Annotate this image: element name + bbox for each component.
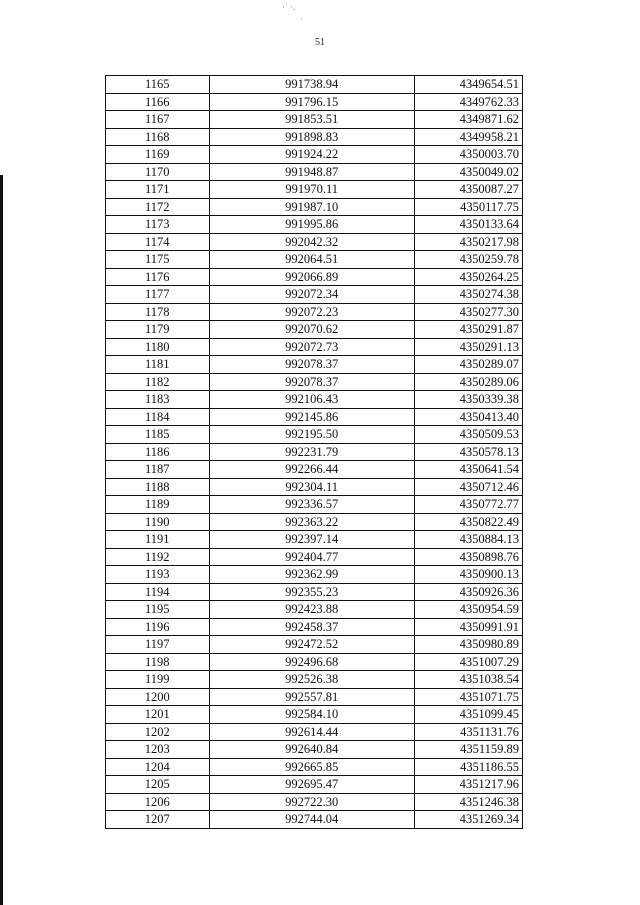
x-coordinate-cell: 992423.88	[209, 601, 414, 619]
table-row	[106, 268, 523, 286]
y-coordinate-cell: 4350217.98	[414, 233, 522, 251]
x-coordinate-cell: 992072.23	[209, 303, 414, 321]
point-id-cell: 1165	[106, 76, 210, 94]
table-row	[106, 286, 523, 304]
point-id-cell: 1168	[106, 128, 210, 146]
point-id-cell: 1171	[106, 181, 210, 199]
y-coordinate-cell: 4350339.38	[414, 391, 522, 409]
table-row	[106, 548, 523, 566]
x-coordinate-cell: 992722.30	[209, 793, 414, 811]
y-coordinate-cell: 4350980.89	[414, 636, 522, 654]
y-coordinate-cell: 4351099.45	[414, 706, 522, 724]
x-coordinate-cell: 992744.04	[209, 811, 414, 829]
x-coordinate-cell: 992042.32	[209, 233, 414, 251]
y-coordinate-cell: 4350509.53	[414, 426, 522, 444]
table-row	[106, 198, 523, 216]
x-coordinate-cell: 991948.87	[209, 163, 414, 181]
x-coordinate-cell: 992458.37	[209, 618, 414, 636]
y-coordinate-cell: 4351071.75	[414, 688, 522, 706]
table-row	[106, 811, 523, 829]
table-row	[106, 426, 523, 444]
point-id-cell: 1172	[106, 198, 210, 216]
table-row	[106, 706, 523, 724]
x-coordinate-cell: 992362.99	[209, 566, 414, 584]
x-coordinate-cell: 991987.10	[209, 198, 414, 216]
table-row	[106, 76, 523, 94]
x-coordinate-cell: 992078.37	[209, 356, 414, 374]
x-coordinate-cell: 992195.50	[209, 426, 414, 444]
y-coordinate-cell: 4350003.70	[414, 146, 522, 164]
x-coordinate-cell: 992472.52	[209, 636, 414, 654]
point-id-cell: 1186	[106, 443, 210, 461]
x-coordinate-cell: 992397.14	[209, 531, 414, 549]
point-id-cell: 1170	[106, 163, 210, 181]
y-coordinate-cell: 4350049.02	[414, 163, 522, 181]
point-id-cell: 1182	[106, 373, 210, 391]
table-row	[106, 251, 523, 269]
table-row	[106, 636, 523, 654]
table-row	[106, 146, 523, 164]
y-coordinate-cell: 4350578.13	[414, 443, 522, 461]
table-row	[106, 653, 523, 671]
y-coordinate-cell: 4351038.54	[414, 671, 522, 689]
y-coordinate-cell: 4349762.33	[414, 93, 522, 111]
y-coordinate-cell: 4350926.36	[414, 583, 522, 601]
point-id-cell: 1176	[106, 268, 210, 286]
y-coordinate-cell: 4350133.64	[414, 216, 522, 234]
x-coordinate-cell: 991924.22	[209, 146, 414, 164]
y-coordinate-cell: 4350274.38	[414, 286, 522, 304]
x-coordinate-cell: 992072.34	[209, 286, 414, 304]
x-coordinate-cell: 992695.47	[209, 776, 414, 794]
x-coordinate-cell: 991853.51	[209, 111, 414, 129]
table-row	[106, 408, 523, 426]
x-coordinate-cell: 992363.22	[209, 513, 414, 531]
y-coordinate-cell: 4350991.91	[414, 618, 522, 636]
table-row	[106, 443, 523, 461]
x-coordinate-cell: 992066.89	[209, 268, 414, 286]
point-id-cell: 1201	[106, 706, 210, 724]
point-id-cell: 1175	[106, 251, 210, 269]
point-id-cell: 1199	[106, 671, 210, 689]
table-row	[106, 513, 523, 531]
y-coordinate-cell: 4350277.30	[414, 303, 522, 321]
x-coordinate-cell: 992640.84	[209, 741, 414, 759]
table-row	[106, 583, 523, 601]
x-coordinate-cell: 992665.85	[209, 758, 414, 776]
x-coordinate-cell: 992106.43	[209, 391, 414, 409]
point-id-cell: 1167	[106, 111, 210, 129]
coordinates-table-body	[106, 76, 523, 829]
table-row	[106, 93, 523, 111]
y-coordinate-cell: 4350954.59	[414, 601, 522, 619]
x-coordinate-cell: 992526.38	[209, 671, 414, 689]
point-id-cell: 1169	[106, 146, 210, 164]
y-coordinate-cell: 4350900.13	[414, 566, 522, 584]
point-id-cell: 1189	[106, 496, 210, 514]
scan-speck-top-2: ·	[300, 14, 303, 24]
table-row	[106, 496, 523, 514]
table-row	[106, 373, 523, 391]
table-row	[106, 163, 523, 181]
x-coordinate-cell: 992355.23	[209, 583, 414, 601]
point-id-cell: 1205	[106, 776, 210, 794]
table-row	[106, 181, 523, 199]
x-coordinate-cell: 992496.68	[209, 653, 414, 671]
x-coordinate-cell: 992404.77	[209, 548, 414, 566]
table-row	[106, 461, 523, 479]
y-coordinate-cell: 4350289.07	[414, 356, 522, 374]
table-row	[106, 321, 523, 339]
point-id-cell: 1181	[106, 356, 210, 374]
x-coordinate-cell: 991796.15	[209, 93, 414, 111]
point-id-cell: 1173	[106, 216, 210, 234]
table-row	[106, 303, 523, 321]
coordinates-table	[105, 75, 523, 829]
table-row	[106, 233, 523, 251]
x-coordinate-cell: 992584.10	[209, 706, 414, 724]
x-coordinate-cell: 991970.11	[209, 181, 414, 199]
table-row	[106, 758, 523, 776]
y-coordinate-cell: 4350413.40	[414, 408, 522, 426]
point-id-cell: 1180	[106, 338, 210, 356]
y-coordinate-cell: 4351186.55	[414, 758, 522, 776]
y-coordinate-cell: 4350822.49	[414, 513, 522, 531]
y-coordinate-cell: 4350641.54	[414, 461, 522, 479]
point-id-cell: 1207	[106, 811, 210, 829]
table-row	[106, 793, 523, 811]
point-id-cell: 1174	[106, 233, 210, 251]
y-coordinate-cell: 4350291.13	[414, 338, 522, 356]
y-coordinate-cell: 4351269.34	[414, 811, 522, 829]
y-coordinate-cell: 4349654.51	[414, 76, 522, 94]
point-id-cell: 1202	[106, 723, 210, 741]
x-coordinate-cell: 992614.44	[209, 723, 414, 741]
x-coordinate-cell: 991738.94	[209, 76, 414, 94]
point-id-cell: 1206	[106, 793, 210, 811]
point-id-cell: 1200	[106, 688, 210, 706]
point-id-cell: 1187	[106, 461, 210, 479]
table-row	[106, 216, 523, 234]
table-row	[106, 111, 523, 129]
point-id-cell: 1194	[106, 583, 210, 601]
scan-margin-bar	[0, 175, 3, 905]
point-id-cell: 1204	[106, 758, 210, 776]
x-coordinate-cell: 992557.81	[209, 688, 414, 706]
y-coordinate-cell: 4350087.27	[414, 181, 522, 199]
x-coordinate-cell: 992266.44	[209, 461, 414, 479]
table-row	[106, 128, 523, 146]
y-coordinate-cell: 4350291.87	[414, 321, 522, 339]
table-row	[106, 618, 523, 636]
point-id-cell: 1179	[106, 321, 210, 339]
y-coordinate-cell: 4351159.89	[414, 741, 522, 759]
point-id-cell: 1197	[106, 636, 210, 654]
y-coordinate-cell: 4349958.21	[414, 128, 522, 146]
table-row	[106, 338, 523, 356]
table-row	[106, 478, 523, 496]
point-id-cell: 1188	[106, 478, 210, 496]
table-row	[106, 566, 523, 584]
y-coordinate-cell: 4350289.06	[414, 373, 522, 391]
y-coordinate-cell: 4351131.76	[414, 723, 522, 741]
point-id-cell: 1198	[106, 653, 210, 671]
point-id-cell: 1191	[106, 531, 210, 549]
y-coordinate-cell: 4350884.13	[414, 531, 522, 549]
point-id-cell: 1196	[106, 618, 210, 636]
scan-speck-top: ·˙ ·.	[282, 2, 296, 12]
point-id-cell: 1178	[106, 303, 210, 321]
x-coordinate-cell: 992064.51	[209, 251, 414, 269]
point-id-cell: 1183	[106, 391, 210, 409]
x-coordinate-cell: 992072.73	[209, 338, 414, 356]
table-row	[106, 688, 523, 706]
point-id-cell: 1193	[106, 566, 210, 584]
point-id-cell: 1203	[106, 741, 210, 759]
y-coordinate-cell: 4351217.96	[414, 776, 522, 794]
x-coordinate-cell: 991995.86	[209, 216, 414, 234]
table-row	[106, 391, 523, 409]
y-coordinate-cell: 4350898.76	[414, 548, 522, 566]
table-row	[106, 741, 523, 759]
x-coordinate-cell: 992145.86	[209, 408, 414, 426]
x-coordinate-cell: 992336.57	[209, 496, 414, 514]
table-row	[106, 723, 523, 741]
table-row	[106, 671, 523, 689]
y-coordinate-cell: 4350772.77	[414, 496, 522, 514]
y-coordinate-cell: 4350259.78	[414, 251, 522, 269]
y-coordinate-cell: 4350712.46	[414, 478, 522, 496]
y-coordinate-cell: 4351007.29	[414, 653, 522, 671]
x-coordinate-cell: 992304.11	[209, 478, 414, 496]
x-coordinate-cell: 992078.37	[209, 373, 414, 391]
table-row	[106, 356, 523, 374]
table-row	[106, 601, 523, 619]
point-id-cell: 1177	[106, 286, 210, 304]
point-id-cell: 1195	[106, 601, 210, 619]
y-coordinate-cell: 4350264.25	[414, 268, 522, 286]
point-id-cell: 1185	[106, 426, 210, 444]
table-row	[106, 531, 523, 549]
y-coordinate-cell: 4349871.62	[414, 111, 522, 129]
table-row	[106, 776, 523, 794]
point-id-cell: 1192	[106, 548, 210, 566]
x-coordinate-cell: 992231.79	[209, 443, 414, 461]
x-coordinate-cell: 992070.62	[209, 321, 414, 339]
point-id-cell: 1166	[106, 93, 210, 111]
x-coordinate-cell: 991898.83	[209, 128, 414, 146]
y-coordinate-cell: 4351246.38	[414, 793, 522, 811]
page-number: 51	[315, 37, 325, 48]
y-coordinate-cell: 4350117.75	[414, 198, 522, 216]
point-id-cell: 1184	[106, 408, 210, 426]
point-id-cell: 1190	[106, 513, 210, 531]
